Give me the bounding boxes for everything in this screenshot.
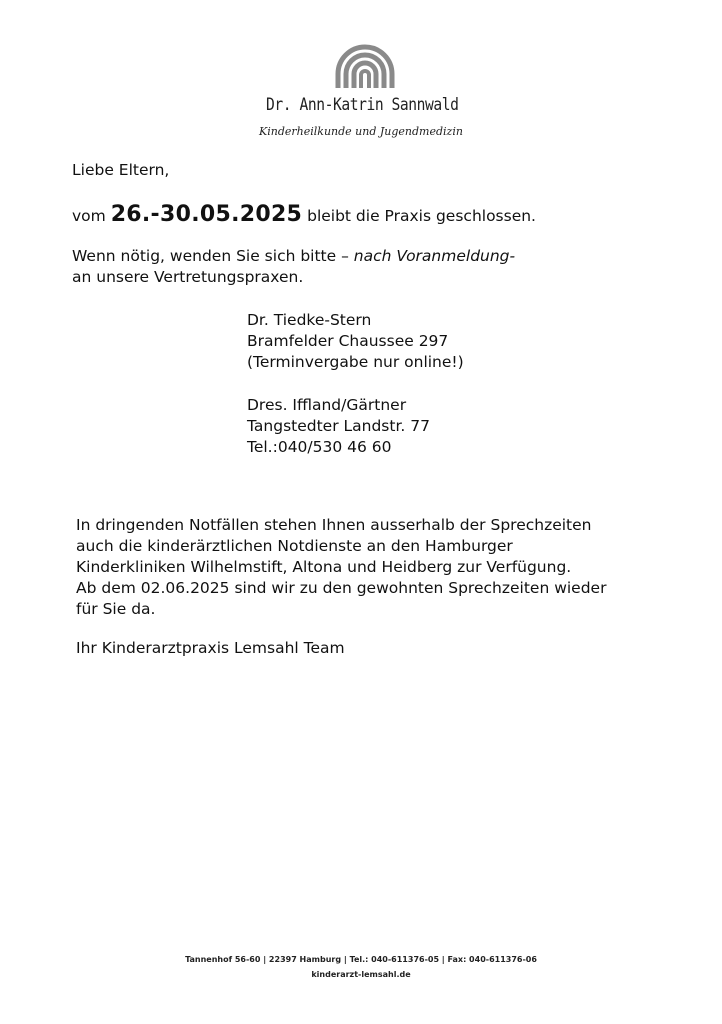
emergency-paragraph xyxy=(76,515,606,620)
closure-dates: 26.-30.05.2025 xyxy=(110,202,303,227)
signoff: Ihr Kinderarztpraxis Lemsahl Team xyxy=(76,639,345,657)
emergency-line: auch die kinderärztlichen Notdienste an den Hamburger xyxy=(76,537,513,555)
footer-address: Tannenhof 56-60 | 22397 Hamburg | Tel.: 040-611376-05 | Fax: 040-611376-06 xyxy=(185,955,537,964)
substitute-phone: Tel.:040/530 46 60 xyxy=(247,438,392,456)
closure-prefix: vom xyxy=(72,207,111,225)
reopening-line: für Sie da. xyxy=(76,600,156,618)
substitute-note: (Terminvergabe nur online!) xyxy=(247,353,464,371)
rainbow-arch-icon xyxy=(334,44,396,88)
substitute-street: Bramfelder Chaussee 297 xyxy=(247,332,449,350)
reopening-line: Ab dem 02.06.2025 sind wir zu den gewohnten Sprechzeiten wieder xyxy=(76,579,607,597)
emergency-line: Kinderkliniken Wilhelmstift, Altona und Heidberg zur Verfügung. xyxy=(76,558,572,576)
greeting: Liebe Eltern, xyxy=(72,161,170,179)
footer-website: kinderarzt-lemsahl.de xyxy=(311,970,411,979)
intro-text: Wenn nötig, wenden Sie sich bitte – xyxy=(72,247,354,265)
substitute-intro-line1 xyxy=(72,246,515,267)
substitute-practice xyxy=(247,310,464,373)
closure-suffix: bleibt die Praxis geschlossen. xyxy=(302,207,536,225)
doctor-name: Dr. Ann-Katrin Sannwald xyxy=(265,95,459,115)
substitute-intro xyxy=(72,246,515,288)
substitute-intro-line2: an unsere Vertretungspraxen. xyxy=(72,268,304,286)
closure-notice xyxy=(72,204,536,227)
substitute-name: Dres. Iffland/Gärtner xyxy=(247,396,407,414)
intro-emphasis: nach Voranmeldung- xyxy=(353,247,516,265)
substitute-street: Tangstedter Landstr. 77 xyxy=(247,417,430,435)
substitute-name: Dr. Tiedke-Stern xyxy=(247,311,372,329)
practice-subtitle: Kinderheilkunde und Jugendmedizin xyxy=(259,125,463,138)
substitute-practice xyxy=(247,395,430,458)
emergency-line: In dringenden Notfällen stehen Ihnen ausserhalb der Sprechzeiten xyxy=(76,516,592,534)
